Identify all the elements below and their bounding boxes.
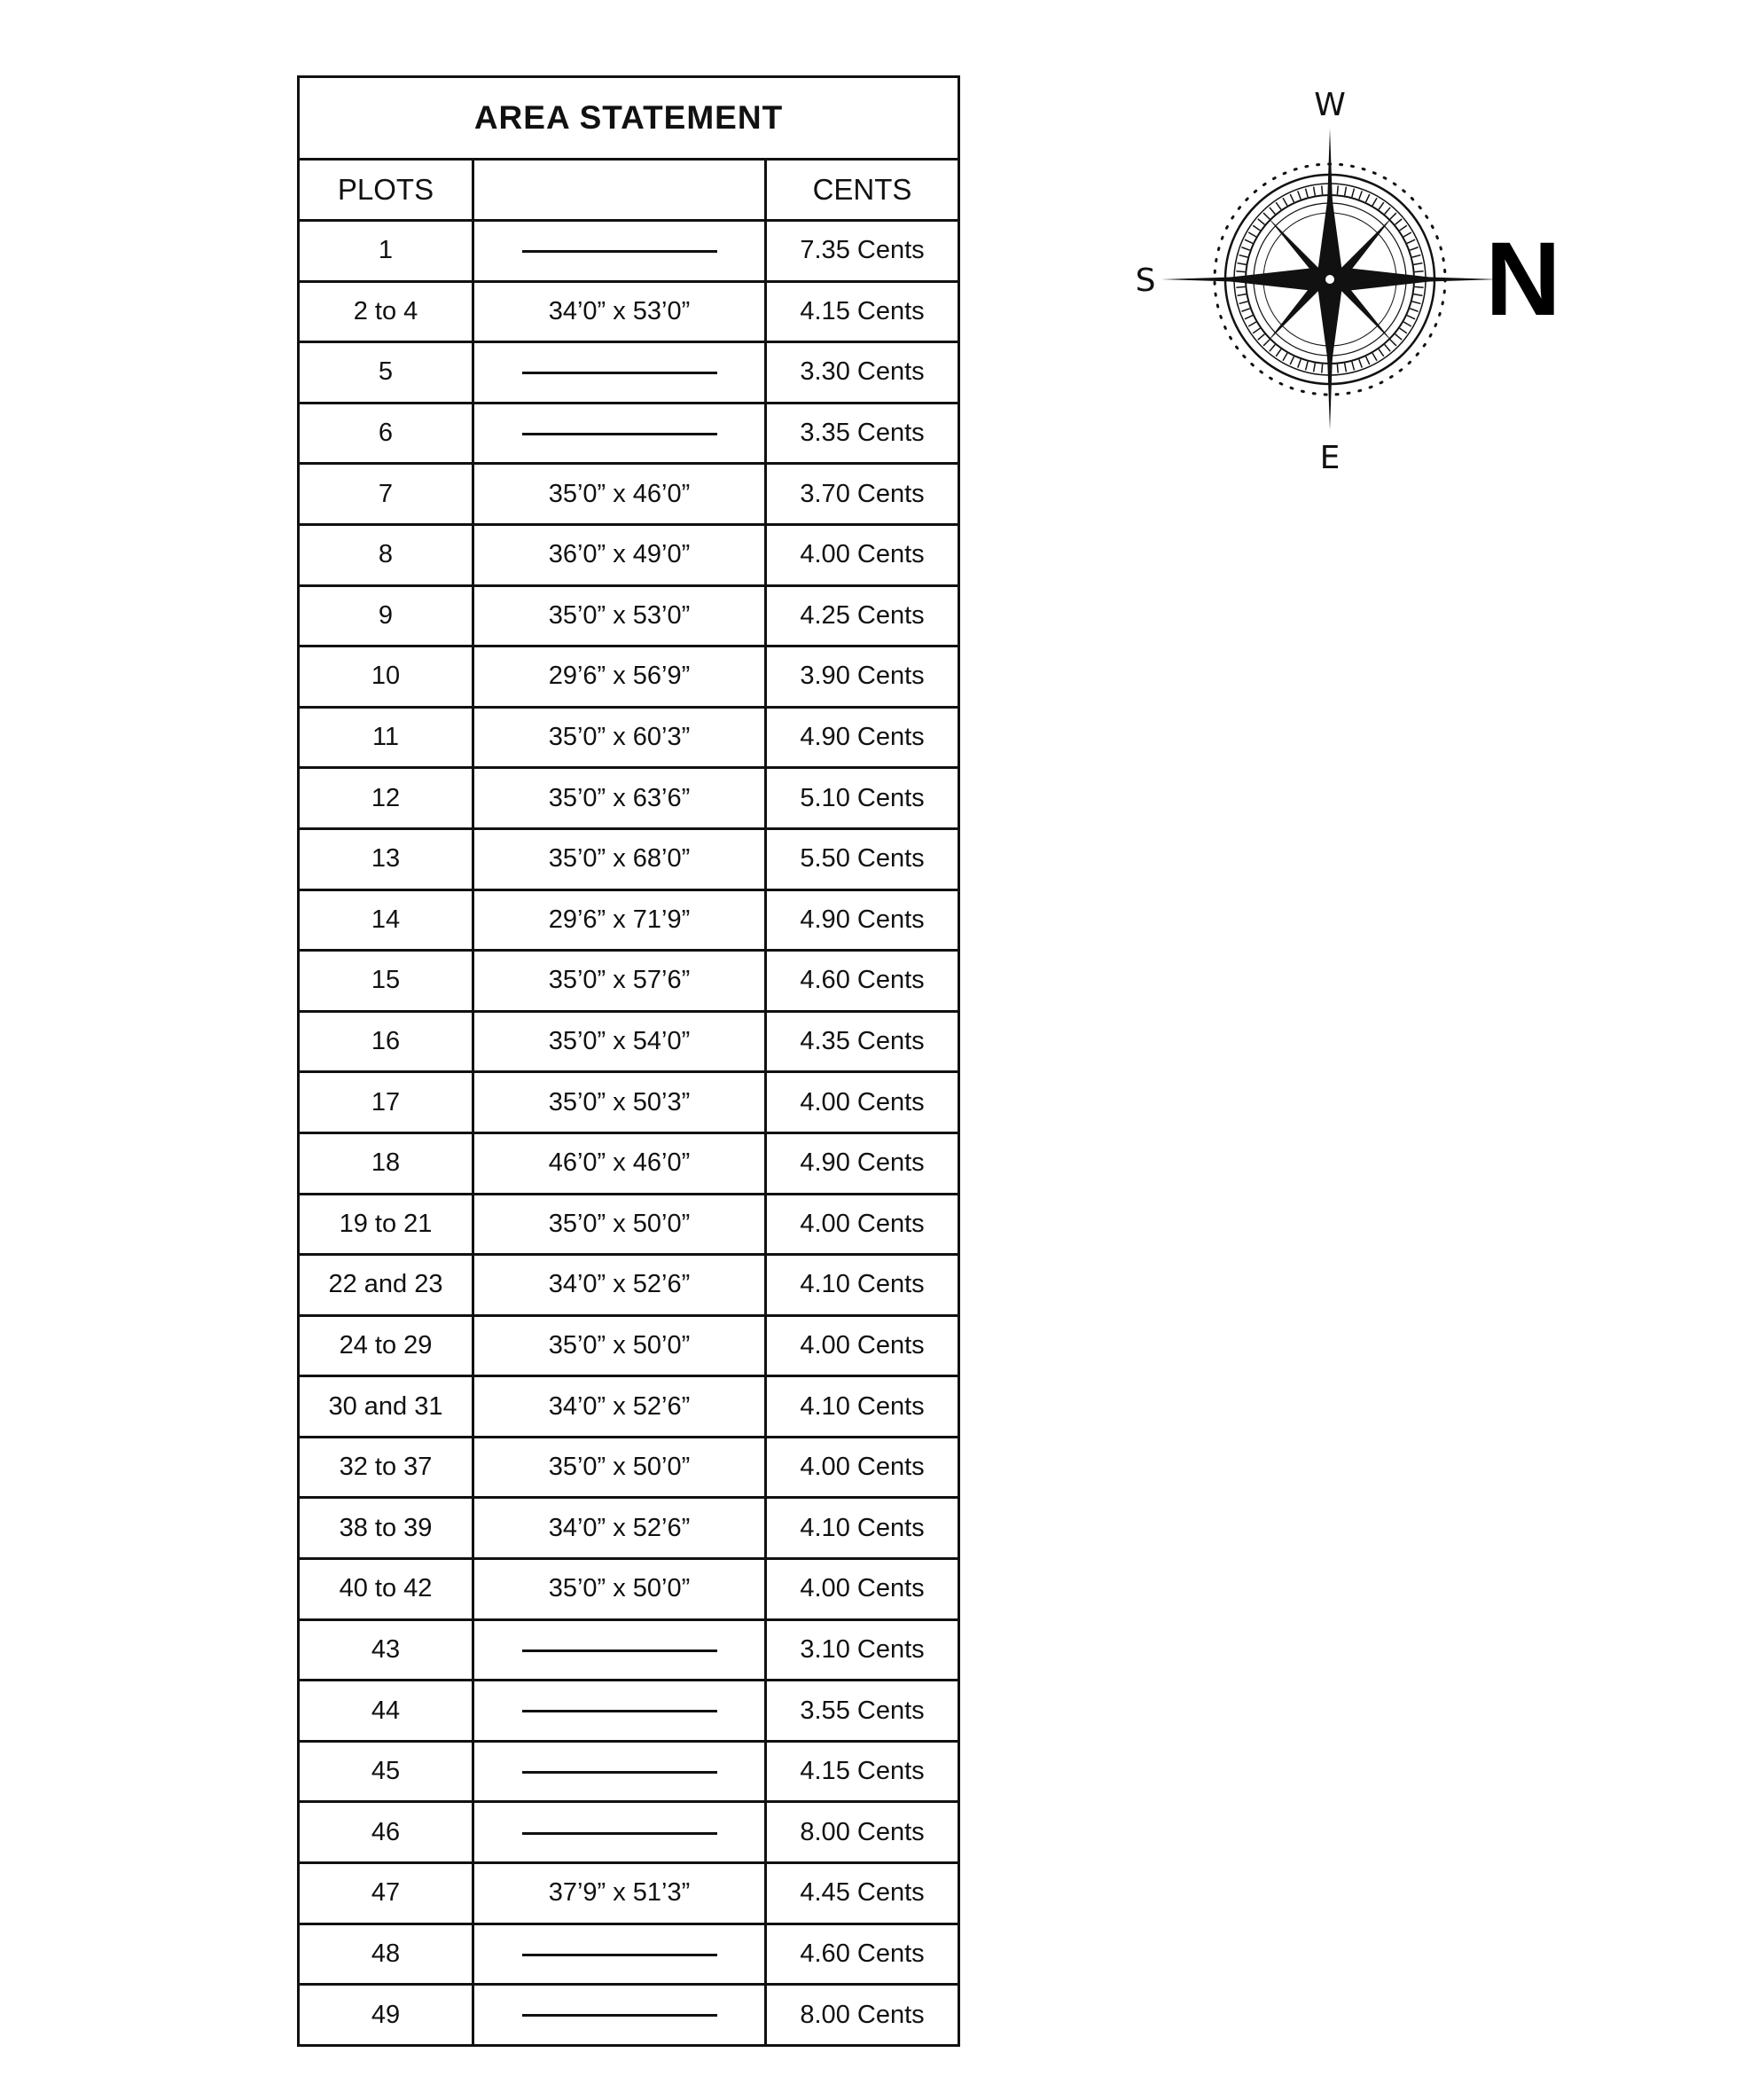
plot-cents-cell: 4.90 Cents xyxy=(766,1132,959,1194)
empty-size-dash xyxy=(522,1832,717,1835)
dial-tick xyxy=(1241,309,1249,311)
plot-size-cell: 34’0” x 52’6” xyxy=(473,1255,766,1316)
plot-number-cell: 45 xyxy=(299,1741,473,1802)
plot-number-cell: 2 to 4 xyxy=(299,281,473,342)
dial-tick xyxy=(1414,263,1423,265)
dial-tick xyxy=(1314,187,1316,196)
compass-label-top: W xyxy=(1314,87,1346,123)
dial-tick xyxy=(1352,362,1355,371)
plot-number-cell: 46 xyxy=(299,1802,473,1863)
plot-cents-cell: 5.10 Cents xyxy=(766,768,959,829)
plot-size-cell: 34’0” x 52’6” xyxy=(473,1498,766,1559)
dial-tick xyxy=(1239,302,1248,304)
table-row xyxy=(299,1011,959,1072)
plot-size-cell: 46’0” x 46’0” xyxy=(473,1132,766,1194)
empty-size-dash xyxy=(522,2014,717,2017)
compass-label-right: N xyxy=(1485,221,1561,338)
dial-tick xyxy=(1337,364,1338,373)
dial-tick xyxy=(1345,364,1347,372)
dial-tick xyxy=(1238,294,1247,296)
dial-tick xyxy=(1283,198,1287,206)
plot-number-cell: 17 xyxy=(299,1072,473,1133)
plot-size-cell: 35’0” x 50’0” xyxy=(473,1315,766,1376)
dial-tick xyxy=(1283,353,1287,361)
plot-cents-cell: 4.90 Cents xyxy=(766,889,959,951)
dial-tick xyxy=(1414,294,1423,296)
table-row xyxy=(299,1376,959,1438)
dial-tick xyxy=(1410,309,1418,311)
compass-star xyxy=(1161,129,1498,430)
dial-tick xyxy=(1238,263,1247,265)
plot-number-cell: 8 xyxy=(299,524,473,585)
dial-tick xyxy=(1276,349,1281,357)
dial-tick xyxy=(1258,334,1265,340)
table-row xyxy=(299,585,959,646)
dial-tick xyxy=(1236,286,1245,287)
plot-cents-cell: 4.00 Cents xyxy=(766,1559,959,1620)
dial-tick xyxy=(1322,364,1323,373)
plot-size-cell: 35’0” x 54’0” xyxy=(473,1011,766,1072)
dial-tick xyxy=(1236,271,1245,272)
empty-size-dash xyxy=(522,1954,717,1956)
plot-cents-cell: 4.00 Cents xyxy=(766,1437,959,1498)
plot-number-cell: 5 xyxy=(299,342,473,404)
table-row xyxy=(299,281,959,342)
plot-cents-cell: 4.10 Cents xyxy=(766,1376,959,1438)
plot-size-cell: 35’0” x 46’0” xyxy=(473,464,766,525)
dial-tick xyxy=(1290,357,1294,364)
empty-size-dash xyxy=(522,1710,717,1712)
title-row xyxy=(299,77,959,160)
plot-number-cell: 38 to 39 xyxy=(299,1498,473,1559)
compass-label-bottom: E xyxy=(1319,440,1341,476)
dial-tick xyxy=(1306,189,1309,198)
plot-cents-cell: 4.90 Cents xyxy=(766,707,959,768)
plot-cents-cell: 4.10 Cents xyxy=(766,1255,959,1316)
dial-tick xyxy=(1412,302,1421,304)
table-row xyxy=(299,1924,959,1985)
plot-cents-cell: 4.15 Cents xyxy=(766,281,959,342)
plot-cents-cell: 4.00 Cents xyxy=(766,1315,959,1376)
plot-cents-cell: 5.50 Cents xyxy=(766,828,959,889)
area-statement-table xyxy=(297,75,960,2047)
dial-tick xyxy=(1258,219,1265,224)
dial-tick xyxy=(1290,194,1294,202)
plot-cents-cell: 3.90 Cents xyxy=(766,646,959,708)
dial-tick xyxy=(1337,185,1338,194)
table-row xyxy=(299,951,959,1012)
dial-tick xyxy=(1253,225,1260,231)
dial-tick xyxy=(1245,239,1253,243)
dial-tick xyxy=(1306,362,1309,371)
plot-size-cell xyxy=(473,1924,766,1985)
plot-size-cell: 35’0” x 60’3” xyxy=(473,707,766,768)
plot-size-cell: 35’0” x 57’6” xyxy=(473,951,766,1012)
dial-tick xyxy=(1345,187,1347,196)
plot-size-cell xyxy=(473,1619,766,1681)
table-row xyxy=(299,1498,959,1559)
empty-size-dash xyxy=(522,1771,717,1774)
plot-size-cell xyxy=(473,342,766,404)
plot-number-cell: 12 xyxy=(299,768,473,829)
dial-tick xyxy=(1372,353,1377,361)
dial-tick xyxy=(1366,357,1370,364)
table-title: AREA STATEMENT xyxy=(299,77,959,160)
plot-size-cell: 35’0” x 50’3” xyxy=(473,1072,766,1133)
dial-tick xyxy=(1400,328,1407,333)
table-row xyxy=(299,342,959,404)
dial-tick xyxy=(1415,286,1424,287)
table-row xyxy=(299,1315,959,1376)
table-row xyxy=(299,1985,959,2046)
plot-size-cell: 34’0” x 52’6” xyxy=(473,1376,766,1438)
dial-tick xyxy=(1407,316,1415,319)
plot-number-cell: 18 xyxy=(299,1132,473,1194)
plot-size-cell: 36’0” x 49’0” xyxy=(473,524,766,585)
compass-rose xyxy=(1126,71,1569,497)
plot-number-cell: 11 xyxy=(299,707,473,768)
plot-size-cell: 34’0” x 53’0” xyxy=(473,281,766,342)
dial-tick xyxy=(1400,225,1407,231)
table-row xyxy=(299,828,959,889)
dial-tick xyxy=(1379,349,1384,357)
plot-size-cell: 35’0” x 53’0” xyxy=(473,585,766,646)
dial-tick xyxy=(1415,271,1424,272)
plot-size-cell xyxy=(473,221,766,282)
plot-number-cell: 48 xyxy=(299,1924,473,1985)
header-row xyxy=(299,160,959,221)
dial-tick xyxy=(1270,345,1275,352)
plot-number-cell: 13 xyxy=(299,828,473,889)
plot-cents-cell: 3.35 Cents xyxy=(766,403,959,464)
plot-size-cell xyxy=(473,1681,766,1742)
plot-number-cell: 47 xyxy=(299,1863,473,1924)
plot-size-cell xyxy=(473,1741,766,1802)
dial-tick xyxy=(1270,208,1275,215)
plot-cents-cell: 4.00 Cents xyxy=(766,1194,959,1255)
dial-tick xyxy=(1322,185,1323,194)
dial-tick xyxy=(1239,255,1248,258)
plot-cents-cell: 4.60 Cents xyxy=(766,1924,959,1985)
dial-tick xyxy=(1407,239,1415,243)
table-row xyxy=(299,1437,959,1498)
header-cents: CENTS xyxy=(766,160,959,221)
plot-cents-cell: 4.15 Cents xyxy=(766,1741,959,1802)
plot-number-cell: 19 to 21 xyxy=(299,1194,473,1255)
dial-tick xyxy=(1359,191,1362,199)
plot-cents-cell: 4.60 Cents xyxy=(766,951,959,1012)
dial-tick xyxy=(1298,191,1301,199)
plot-number-cell: 44 xyxy=(299,1681,473,1742)
table-row xyxy=(299,221,959,282)
plot-size-cell: 35’0” x 50’0” xyxy=(473,1194,766,1255)
plot-number-cell: 1 xyxy=(299,221,473,282)
dial-tick xyxy=(1403,322,1411,326)
dial-tick xyxy=(1403,232,1411,237)
empty-size-dash xyxy=(522,433,717,435)
table-row xyxy=(299,1741,959,1802)
plot-cents-cell: 4.00 Cents xyxy=(766,524,959,585)
plot-number-cell: 14 xyxy=(299,889,473,951)
plot-size-cell xyxy=(473,1985,766,2046)
table-row xyxy=(299,403,959,464)
table-row xyxy=(299,1619,959,1681)
plot-number-cell: 7 xyxy=(299,464,473,525)
dial-tick xyxy=(1248,322,1256,326)
table-row xyxy=(299,524,959,585)
plot-cents-cell: 4.10 Cents xyxy=(766,1498,959,1559)
empty-size-dash xyxy=(522,372,717,374)
plot-cents-cell: 3.30 Cents xyxy=(766,342,959,404)
plot-size-cell: 29’6” x 71’9” xyxy=(473,889,766,951)
plot-cents-cell: 8.00 Cents xyxy=(766,1802,959,1863)
plot-number-cell: 32 to 37 xyxy=(299,1437,473,1498)
plot-cents-cell: 7.35 Cents xyxy=(766,221,959,282)
table-row xyxy=(299,768,959,829)
header-size xyxy=(473,160,766,221)
plot-cents-cell: 4.25 Cents xyxy=(766,585,959,646)
empty-size-dash xyxy=(522,250,717,253)
plot-size-cell: 29’6” x 56’9” xyxy=(473,646,766,708)
dial-tick xyxy=(1385,208,1390,215)
dial-tick xyxy=(1379,202,1384,209)
table-row xyxy=(299,1559,959,1620)
table-row xyxy=(299,1132,959,1194)
plot-number-cell: 24 to 29 xyxy=(299,1315,473,1376)
table-row xyxy=(299,1072,959,1133)
dial-tick xyxy=(1395,219,1403,224)
plot-size-cell xyxy=(473,403,766,464)
empty-size-dash xyxy=(522,1649,717,1652)
plot-size-cell: 35’0” x 50’0” xyxy=(473,1437,766,1498)
plot-number-cell: 16 xyxy=(299,1011,473,1072)
plot-number-cell: 40 to 42 xyxy=(299,1559,473,1620)
plot-number-cell: 15 xyxy=(299,951,473,1012)
dial-tick xyxy=(1352,189,1355,198)
dial-tick xyxy=(1253,328,1260,333)
plot-size-cell: 35’0” x 63’6” xyxy=(473,768,766,829)
table-row xyxy=(299,1863,959,1924)
dial-tick xyxy=(1263,340,1270,346)
table-row xyxy=(299,889,959,951)
plot-number-cell: 49 xyxy=(299,1985,473,2046)
table-row xyxy=(299,464,959,525)
dial-tick xyxy=(1410,247,1418,250)
table-row xyxy=(299,646,959,708)
dial-tick xyxy=(1298,359,1301,367)
dial-tick xyxy=(1366,194,1370,202)
plot-cents-cell: 3.70 Cents xyxy=(766,464,959,525)
plot-size-cell xyxy=(473,1802,766,1863)
table-row xyxy=(299,707,959,768)
plot-cents-cell: 4.45 Cents xyxy=(766,1863,959,1924)
plot-cents-cell: 4.35 Cents xyxy=(766,1011,959,1072)
plot-size-cell: 37’9” x 51’3” xyxy=(473,1863,766,1924)
header-plots: PLOTS xyxy=(299,160,473,221)
plot-number-cell: 30 and 31 xyxy=(299,1376,473,1438)
plot-cents-cell: 8.00 Cents xyxy=(766,1985,959,2046)
plot-number-cell: 22 and 23 xyxy=(299,1255,473,1316)
table-body xyxy=(299,221,959,2046)
plot-size-cell: 35’0” x 68’0” xyxy=(473,828,766,889)
compass-label-left: S xyxy=(1135,262,1156,299)
table-row xyxy=(299,1681,959,1742)
plot-cents-cell: 3.10 Cents xyxy=(766,1619,959,1681)
dial-tick xyxy=(1263,213,1270,219)
dial-tick xyxy=(1395,334,1403,340)
plot-number-cell: 6 xyxy=(299,403,473,464)
dial-tick xyxy=(1372,198,1377,206)
dial-tick xyxy=(1385,345,1390,352)
dial-tick xyxy=(1241,247,1249,250)
dial-tick xyxy=(1412,255,1421,258)
dial-tick xyxy=(1276,202,1281,209)
dial-tick xyxy=(1248,232,1256,237)
table-row xyxy=(299,1194,959,1255)
plot-number-cell: 43 xyxy=(299,1619,473,1681)
table-row xyxy=(299,1255,959,1316)
plot-cents-cell: 4.00 Cents xyxy=(766,1072,959,1133)
dial-tick xyxy=(1359,359,1362,367)
plot-cents-cell: 3.55 Cents xyxy=(766,1681,959,1742)
plot-number-cell: 10 xyxy=(299,646,473,708)
dial-tick xyxy=(1245,316,1253,319)
dial-tick xyxy=(1314,364,1316,372)
table-row xyxy=(299,1802,959,1863)
plot-size-cell: 35’0” x 50’0” xyxy=(473,1559,766,1620)
plot-number-cell: 9 xyxy=(299,585,473,646)
